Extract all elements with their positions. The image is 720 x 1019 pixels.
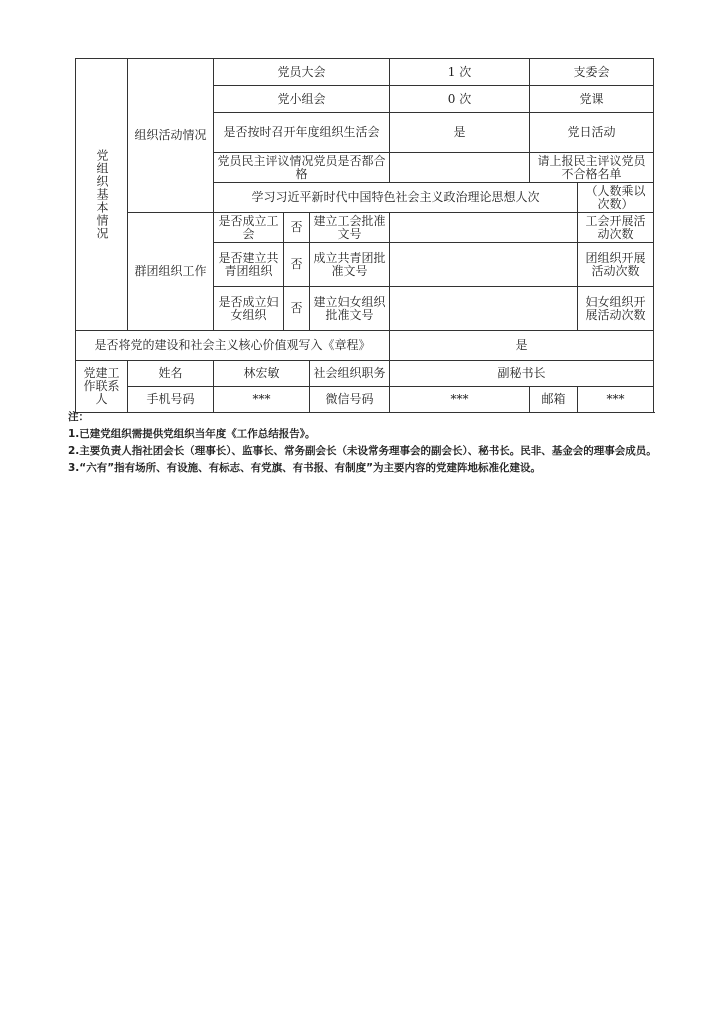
contact-phone: *** [214, 387, 310, 413]
women-answer: 否 [284, 287, 310, 331]
union-count-label: 工会开展活动次数 [578, 213, 654, 243]
party-congress-value: 1 次 [390, 59, 530, 86]
contact-email: *** [578, 387, 654, 413]
democratic-review-label: 党员民主评议情况党员是否都合格 [214, 153, 390, 183]
women-doc-label: 建立妇女组织批准文号 [310, 287, 390, 331]
party-day-label: 党日活动 [530, 113, 654, 153]
unqualified-list-label: 请上报民主评议党员不合格名单 [530, 153, 654, 183]
party-group-value: 0 次 [390, 86, 530, 113]
phone-label: 手机号码 [128, 387, 214, 413]
note-3: 3.“六有”指有场所、有设施、有标志、有党旗、有书报、有制度”为主要内容的党建阵地标准化建设。 [68, 462, 541, 474]
party-info-table [75, 58, 654, 413]
youth-answer: 否 [284, 243, 310, 287]
youth-count-label: 团组织开展活动次数 [578, 243, 654, 287]
women-count-label: 妇女组织开展活动次数 [578, 287, 654, 331]
contact-role: 副秘书长 [390, 361, 654, 387]
party-info-form [75, 58, 653, 408]
youth-question: 是否建立共青团组织 [214, 243, 284, 287]
union-doc-value [390, 213, 578, 243]
charter-answer: 是 [390, 331, 654, 361]
party-congress-label: 党员大会 [214, 59, 390, 86]
party-lecture-label: 党课 [530, 86, 654, 113]
union-doc-label: 建立工会批准文号 [310, 213, 390, 243]
activities-label: 组织活动情况 [128, 59, 214, 213]
study-value: （人数乘以次数） [578, 183, 654, 213]
youth-doc-label: 成立共青团批准文号 [310, 243, 390, 287]
youth-doc-value [390, 243, 578, 287]
section-title: 党组织基本情况 [76, 59, 128, 331]
note-1: 1.已建党组织需提供党组织当年度《工作总结报告》。 [68, 428, 316, 440]
branch-committee-label: 支委会 [530, 59, 654, 86]
women-doc-value [390, 287, 578, 331]
email-label: 邮箱 [530, 387, 578, 413]
notes-title: 注： [68, 411, 89, 423]
study-label: 学习习近平新时代中国特色社会主义政治理论思想人次 [214, 183, 578, 213]
union-answer: 否 [284, 213, 310, 243]
mass-orgs-label: 群团组织工作 [128, 213, 214, 331]
annual-meeting-label: 是否按时召开年度组织生活会 [214, 113, 390, 153]
annual-meeting-value: 是 [390, 113, 530, 153]
party-group-label: 党小组会 [214, 86, 390, 113]
name-label: 姓名 [128, 361, 214, 387]
women-question: 是否成立妇女组织 [214, 287, 284, 331]
wechat-label: 微信号码 [310, 387, 390, 413]
contact-name: 林宏敏 [214, 361, 310, 387]
democratic-review-value [390, 153, 530, 183]
charter-question: 是否将党的建设和社会主义核心价值观写入《章程》 [76, 331, 390, 361]
notes-section [68, 410, 668, 478]
role-label: 社会组织职务 [310, 361, 390, 387]
note-2: 2.主要负责人指社团会长（理事长）、监事长、常务副会长（未设常务理事会的副会长）、秘书长。民非、基金会的理事会成员。 [68, 445, 657, 457]
union-question: 是否成立工会 [214, 213, 284, 243]
contact-label: 党建工作联系人 [76, 361, 128, 413]
contact-wechat: *** [390, 387, 530, 413]
